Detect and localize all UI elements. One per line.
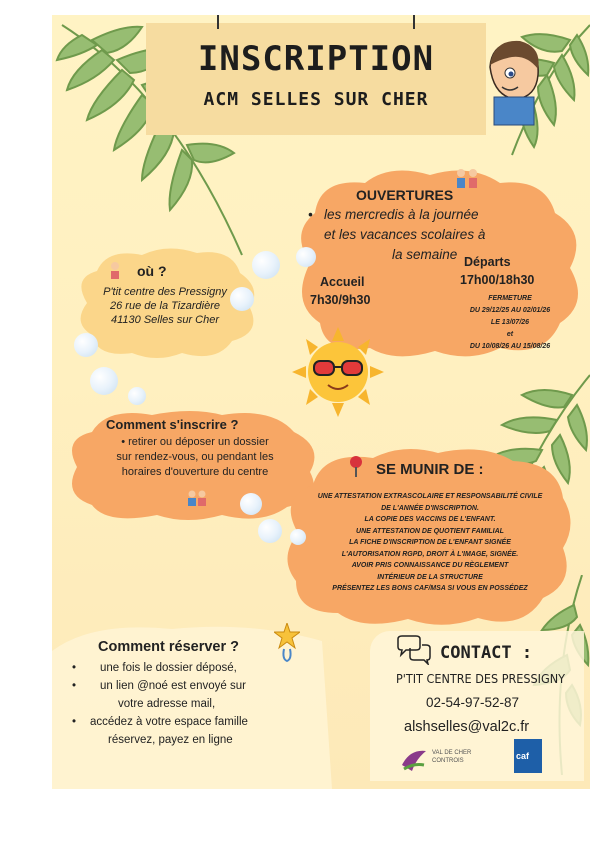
reserver-item: • un lien @noé est envoyé sur bbox=[72, 680, 246, 692]
munir-line: INTÉRIEUR DE LA STRUCTURE bbox=[377, 573, 483, 581]
munir-title: SE MUNIR DE : bbox=[376, 461, 484, 478]
pin-icon bbox=[348, 455, 364, 477]
ouvertures-title: OUVERTURES bbox=[356, 187, 454, 203]
fermeture-line: DU 29/12/25 AU 02/01/26 bbox=[469, 307, 551, 314]
sun-with-sunglasses-illustration bbox=[292, 327, 384, 417]
munir-line: PRÉSENTEZ LES BONS CAF/MSA SI VOUS EN POSSÉDEZ bbox=[332, 585, 528, 592]
banner-pins bbox=[146, 15, 486, 35]
bubble bbox=[258, 519, 282, 543]
inscrire-line: sur rendez-vous, ou pendant les bbox=[116, 451, 274, 463]
contact-phone: 02-54-97-52-87 bbox=[426, 695, 520, 710]
page-subtitle: ACM SELLES SUR CHER bbox=[203, 89, 429, 110]
ou-line: P'tit centre des Pressigny bbox=[103, 286, 227, 298]
fermeture-line: et bbox=[506, 331, 514, 338]
bubble bbox=[240, 493, 262, 515]
inscrire-line: • retirer ou déposer un dossier bbox=[121, 436, 269, 448]
bubble bbox=[128, 387, 146, 405]
ouvertures-line-1: • les mercredis à la journée bbox=[308, 207, 479, 222]
fermeture-line: LE 13/07/26 bbox=[490, 319, 530, 326]
munir-list bbox=[288, 491, 572, 595]
val2c-logo-mark bbox=[400, 745, 428, 773]
chat-bubbles-icon bbox=[396, 635, 432, 665]
bubble bbox=[290, 529, 306, 545]
reserver-list bbox=[72, 659, 312, 749]
munir-line: DE L'ANNÉE D'INSCRIPTION. bbox=[381, 504, 479, 512]
departs-label: Départs bbox=[464, 255, 511, 269]
fermeture-line: DU 10/08/26 AU 15/08/26 bbox=[469, 343, 551, 350]
munir-line: UNE ATTESTATION EXTRASCOLAIRE ET RESPONSABILITÉ CIVILE bbox=[317, 493, 543, 500]
ouvertures-line-3: la semaine bbox=[392, 247, 458, 262]
munir-line: LA COPIE DES VACCINS DE L'ENFANT. bbox=[364, 516, 496, 523]
reserver-item: • une fois le dossier déposé, bbox=[72, 662, 237, 674]
departs-hours: 17h00/18h30 bbox=[460, 273, 535, 287]
contact-name: P'TIT CENTRE DES PRESSIGNY bbox=[396, 671, 565, 686]
val2c-logo bbox=[400, 745, 480, 775]
reserver-item: votre adresse mail, bbox=[118, 698, 216, 710]
peeking-child-illustration bbox=[482, 37, 542, 127]
fermeture-line: FERMETURE bbox=[488, 295, 532, 302]
ou-line: 41130 Selles sur Cher bbox=[110, 314, 220, 326]
kid-running-icon bbox=[104, 261, 126, 283]
bubble bbox=[90, 367, 118, 395]
val2c-logo-text: VAL DE CHER CONTROIS bbox=[432, 750, 472, 764]
bubble bbox=[252, 251, 280, 279]
reserver-title: Comment réserver ? bbox=[98, 639, 240, 655]
bubble bbox=[296, 247, 316, 267]
ou-line: 26 rue de la Tizardière bbox=[110, 300, 220, 312]
group-kids-icon bbox=[454, 167, 480, 191]
ou-title: où ? bbox=[137, 263, 167, 279]
munir-line: L'AUTORISATION RGPD, DROIT À L'IMAGE, SIGNÉE. bbox=[341, 550, 519, 558]
bubble bbox=[230, 287, 254, 311]
reserver-item: réservez, payez en ligne bbox=[108, 734, 233, 746]
munir-line: UNE ATTESTATION DE QUOTIENT FAMILIAL bbox=[356, 527, 504, 535]
munir-line: LA FICHE D'INSCRIPTION DE L'ENFANT SIGNÉE bbox=[349, 539, 511, 546]
ou-address bbox=[80, 285, 250, 327]
family-icon bbox=[186, 489, 208, 507]
fermeture-block bbox=[440, 293, 580, 353]
reserver-item: • accédez à votre espace famille bbox=[72, 716, 248, 728]
accueil-label: Accueil bbox=[320, 275, 365, 289]
inscrire-line: horaires d'ouverture du centre bbox=[121, 466, 269, 478]
caf-logo: caf bbox=[514, 739, 542, 773]
header-title-block bbox=[166, 39, 466, 129]
munir-line: AVOIR PRIS CONNAISSANCE DU RÈGLEMENT bbox=[351, 562, 509, 569]
flyer bbox=[52, 15, 590, 789]
star-character-icon bbox=[274, 623, 300, 663]
bubble bbox=[74, 333, 98, 357]
page-title: INSCRIPTION bbox=[197, 39, 435, 79]
contact-title: CONTACT : bbox=[440, 643, 533, 663]
ouvertures-line-2: et les vacances scolaires à bbox=[324, 227, 486, 242]
inscrire-title: Comment s'inscrire ? bbox=[106, 417, 239, 432]
contact-email[interactable]: alshselles@val2c.fr bbox=[404, 719, 530, 735]
accueil-hours: 7h30/9h30 bbox=[310, 293, 371, 307]
